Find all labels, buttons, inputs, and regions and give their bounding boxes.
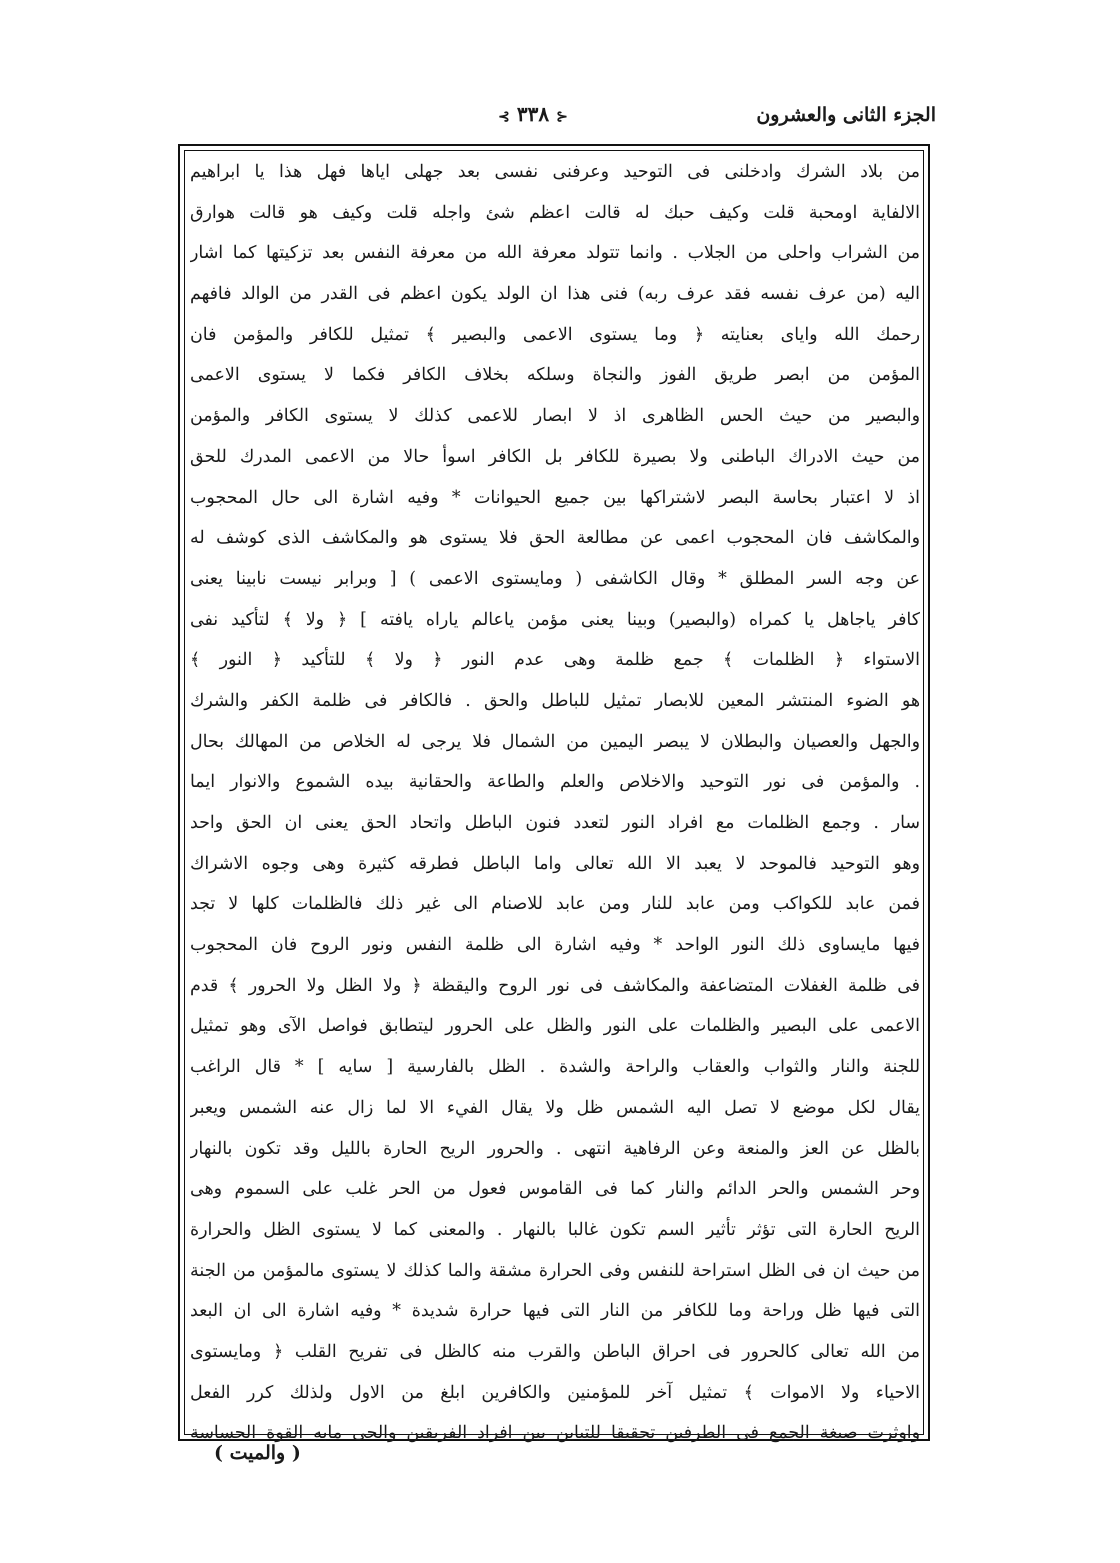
text-line: الاستواء ﴿ الظلمات ﴾ جمع ظلمة وهى عدم النور ﴿ ولا ﴾ للتأكيد ﴿ النور ﴾ <box>190 650 920 671</box>
text-line: الريح الحارة التى تؤثر تأثير السم تكون غالبا بالنهار . والمعنى كما لا يستوى الظل والحرارة <box>190 1219 920 1240</box>
text-line: من الشراب واحلى من الجلاب . وانما تتولد معرفة الله من معرفة النفس بعد تزكيتها كما اشار <box>190 243 920 264</box>
text-line: الاحياء ولا الاموات ﴾ تمثيل آخر للمؤمنين والكافرين ابلغ من الاول ولذلك كرر الفعل <box>190 1382 920 1403</box>
page-number-block <box>470 102 596 126</box>
text-line: كافر ياجاهل يا كمراه (والبصير) وبينا يعنى مؤمن ياعالم ياراه يافته ] ﴿ ولا ﴾ لتأكيد نفى <box>190 609 920 630</box>
catchword: ( والميت ) <box>214 1442 301 1464</box>
running-head: الجزء الثانى والعشرون <box>756 104 936 126</box>
text-line: الاعمى على البصير والظلمات على النور والظل على الحرور ليتطابق فواصل الآى وهو تمثيل <box>190 1016 920 1037</box>
text-line: سار . وجمع الظلمات مع افراد النور لتعدد فنون الباطل واتحاد الحق يعنى ان الحق واحد <box>190 813 920 833</box>
text-line: اذ لا اعتبار بحاسة البصر لاشتراكها بين جميع الحيوانات * وفيه اشارة الى حال المحجوب <box>190 487 920 508</box>
text-line: فى ظلمة الغفلات المتضاعفة والمكاشف فى نور الروح واليقظة ﴿ ولا الظل ولا الحرور ﴾ قدم <box>190 975 920 996</box>
text-line: من الله تعالى كالحرور فى احراق الباطن والقرب منه كالظل فى تفريح القلب ﴿ ومايستوى <box>190 1341 920 1362</box>
text-line: من بلاد الشرك وادخلنى فى التوحيد وعرفنى نفسى بعد جهلى اياها فهل هذا يا ابراهيم <box>190 162 920 182</box>
text-line: فيها مايساوى ذلك النور الواحد * وفيه اشارة الى ظلمة النفس ونور الروح فان المحجوب <box>190 935 920 956</box>
body-text <box>190 152 920 1454</box>
text-line: عن وجه السر المطلق * وقال الكاشفى ( ومايستوى الاعمى ) [ وبرابر نيست نابينا يعنى <box>190 568 920 589</box>
text-line: هو الضوء المنتشر المعين للابصار تمثيل للباطل والحق . فالكافر فى ظلمة الكفر والشرك <box>190 690 920 711</box>
text-line: من حيث ان فى الظل استراحة للنفس وفى الحرارة مشقة والما كذلك لا يستوى مالمؤمن من الجنة <box>190 1260 920 1281</box>
text-line: من حيث الادراك الباطنى ولا بصيرة للكافر بل الكافر اسوأ حالا من الاعمى المدرك للحق <box>190 446 920 467</box>
text-line: . والمؤمن فى نور التوحيد والاخلاص والعلم والطاعة والحقانية بيده الشموع والانوار ايما <box>190 772 920 793</box>
text-line: والجهل والعصيان والبطلان لا يبصر اليمين من الشمال فلا يرجى له الخلاص من المهالك بحال <box>190 731 920 752</box>
text-line: الالفاية اومحبة قلت وكيف حبك له قالت اعظم شئ واجله قلت وكيف هو قالت هوارق <box>190 202 920 223</box>
text-line: اليه (من عرف نفسه فقد عرف ربه) فنى هذا ان الولد يكون اعظم فى القدر من الوالد فافهم <box>190 284 920 305</box>
text-line: فمن عابد للكواكب ومن عابد للنار ومن عابد للاصنام الى غير ذلك فالظلمات كلها لا تجد <box>190 894 920 915</box>
text-line: المؤمن من ابصر طريق الفوز والنجاة وسلكه بخلاف الكافر فكما لا يستوى الاعمى <box>190 365 920 386</box>
text-line: بالظل عن العز والمنعة وعن الرفاهية انتهى . والحرور الريح الحارة بالليل وقد تكون بالنهار <box>190 1138 920 1159</box>
text-line: للجنة والنار والثواب والعقاب والراحة والشدة . الظل بالفارسية [ سايه ] * قال الراغب <box>190 1057 920 1078</box>
page-number: ٣٣٨ <box>516 102 550 126</box>
text-line: رحمك الله واياى بعنايته ﴿ وما يستوى الاعمى والبصير ﴾ تمثيل للكافر والمؤمن فان <box>190 324 920 345</box>
text-line: والمكاشف فان المحجوب اعمى عن مطالعة الحق فلا يستوى هو والمكاشف الذى كوشف له <box>190 528 920 549</box>
page-header <box>178 96 936 140</box>
text-line: وهو التوحيد فالموحد لا يعبد الا الله تعالى واما الباطل فطرقه كثيرة وهى وجوه الاشراك <box>190 853 920 874</box>
text-line: التى فيها ظل وراحة وما للكافر من النار التى فيها حرارة شديدة * وفيه اشارة الى ان البعد <box>190 1301 920 1322</box>
text-line: يقال لكل موضع لا تصل اليه الشمس ظل ولا يقال الفيء الا لما زال عنه الشمس ويعبر <box>190 1097 920 1118</box>
ornament-right: ⊱ <box>556 109 568 125</box>
text-line: والبصير من حيث الحس الظاهرى اذ لا ابصار للاعمى كذلك لا يستوى الكافر والمؤمن <box>190 406 920 427</box>
text-line: وحر الشمس والحر الدائم والنار كما فى القاموس فعول من الحر غلب على السموم وهى <box>190 1179 920 1200</box>
text-line: واوثرت صيغة الجمع فى الطرفين تحقيقا للتباين بين افراد الفريقين والحى مابه القوة الحساسة <box>190 1423 920 1444</box>
ornament-left: ⊰ <box>498 109 510 125</box>
